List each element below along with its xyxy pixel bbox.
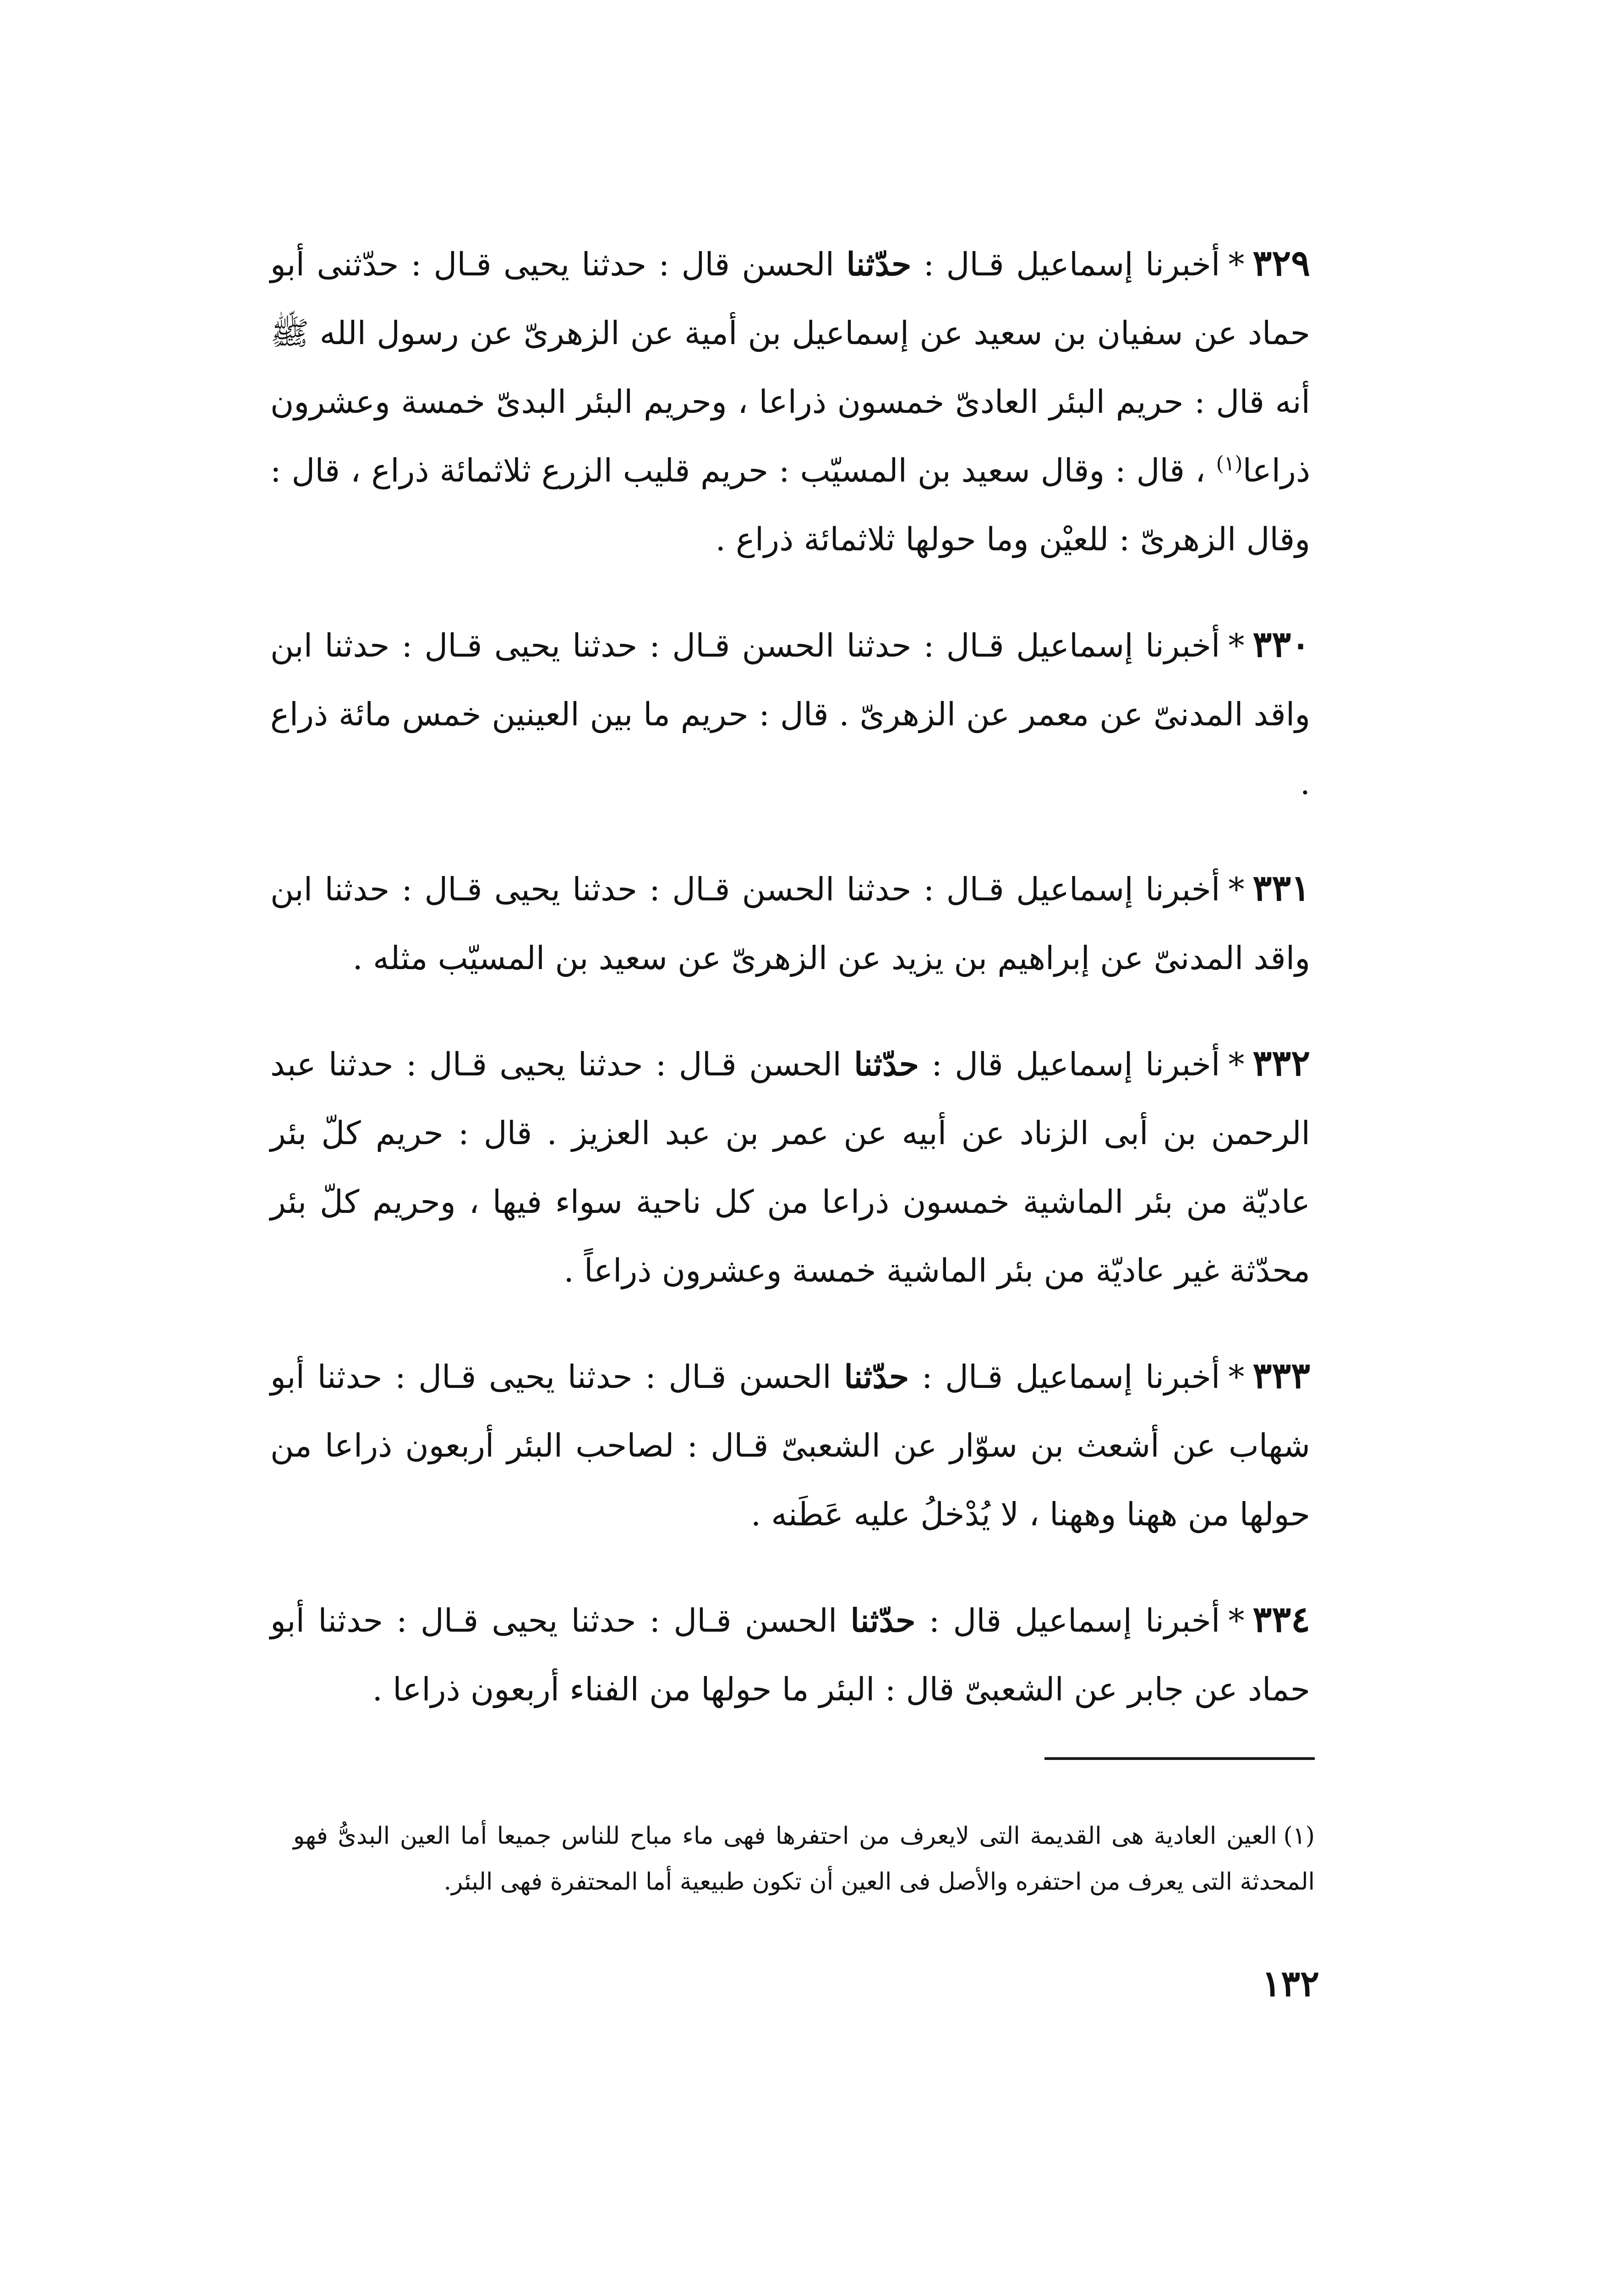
hadith-331: [270, 854, 1310, 992]
footnote-text: العين العادية هى القديمة التى لايعرف من احتفرها فهى ماء مباح للناس جميعا أما العين البدىُّ فهو المحدثة التى يعرف من احتفره والأصل فى العين أن تكون طبيعية أما المحتفرة فهى البئر.: [293, 1822, 1315, 1896]
main-text: [270, 229, 1310, 1760]
hadith-number: ٣٢٩: [1252, 242, 1310, 284]
hadith-text: أخبرنا إسماعيل قال :: [915, 1602, 1220, 1639]
hadith-text: الحسن قال : حدثنا يحيى قـال : حدّثنى أبو حماد عن سفيان بن سعيد عن إسماعيل بن أمية عن الزهرىّ عن رسول الله ﷺ أنه قال : حريم البئر العادىّ خمسون ذراعا ، وحريم البئر البدىّ خمسة وعشرون ذراعا: [270, 246, 1310, 489]
hadith-separator: *: [1228, 1602, 1245, 1639]
hadith-text: أخبرنا إسماعيل قـال : حدثنا الحسن قـال : حدثنا يحيى قـال : حدثنا ابن واقد المدنىّ عن معمر عن الزهرىّ . قال : حريم ما بين العينين خمس مائة ذراع .: [270, 627, 1310, 802]
hadith-text: الحسن قـال : حدثنا يحيى قـال : حدثنا أبو حماد عن جابر عن الشعبىّ قال : البئر ما حولها من الفناء أربعون ذراعا .: [270, 1602, 1310, 1708]
hadith-332: [270, 1029, 1310, 1305]
hadith-emphasis: حدّثنا: [854, 1045, 919, 1083]
footnote-reference: (١): [1216, 452, 1243, 476]
hadith-separator: *: [1228, 1046, 1245, 1083]
hadith-separator: *: [1228, 246, 1245, 283]
hadith-330: [270, 610, 1310, 817]
hadith-text: أخبرنا إسماعيل قال :: [919, 1046, 1220, 1083]
hadith-separator: *: [1228, 1358, 1245, 1396]
footnote-marker: (١): [1283, 1822, 1315, 1850]
hadith-text: أخبرنا إسماعيل قـال : حدثنا الحسن قـال : حدثنا يحيى قـال : حدثنا ابن واقد المدنىّ عن إبراهيم بن يزيد عن الزهرىّ عن سعيد بن المسيّب مثله .: [270, 871, 1310, 977]
hadith-separator: *: [1228, 627, 1245, 664]
hadith-text: الحسن قـال : حدثنا يحيى قـال : حدثنا أبو شهاب عن أشعث بن سوّار عن الشعبىّ قـال : لصاحب البئر أربعون ذراعا من حولها من ههنا وههنا ، لا يُدْخلُ عليه عَطَنه .: [270, 1358, 1310, 1533]
hadith-text: أخبرنا إسماعيل قـال :: [911, 246, 1220, 283]
footnote-divider: [1044, 1757, 1315, 1760]
hadith-number: ٣٣١: [1252, 867, 1310, 909]
page-number: ١٣٢: [1262, 1963, 1319, 2005]
hadith-text: أخبرنا إسماعيل قـال :: [909, 1358, 1220, 1396]
hadith-emphasis: حدّثنا: [850, 1601, 916, 1639]
hadith-text: ، قال : وقال سعيد بن المسيّب : حريم قليب الزرع ثلاثمائة ذراع ، قال : وقال الزهرىّ : للعيْن وما حولها ثلاثمائة ذراع .: [270, 452, 1310, 558]
hadith-number: ٣٣٣: [1252, 1355, 1310, 1397]
hadith-emphasis: حدّثنا: [844, 1358, 909, 1396]
hadith-333: [270, 1342, 1310, 1549]
hadith-329: [270, 229, 1310, 574]
hadith-text: الحسن قـال : حدثنا يحيى قـال : حدثنا عبد الرحمن بن أبى الزناد عن أبيه عن عمر بن عبد العزيز . قال : حريم كلّ بئر عاديّة من بئر الماشية خمسون ذراعا من كل ناحية سواء فيها ، وحريم كلّ بئر محدّثة غير عاديّة من بئر الماشية خمسة وعشرون ذراعاً .: [270, 1046, 1310, 1289]
hadith-separator: *: [1228, 871, 1245, 908]
hadith-number: ٣٣٤: [1252, 1599, 1310, 1640]
hadith-number: ٣٣٢: [1252, 1042, 1310, 1084]
footnote: [293, 1813, 1315, 1905]
hadith-number: ٣٣٠: [1252, 624, 1310, 665]
hadith-334: [270, 1585, 1310, 1724]
hadith-emphasis: حدّثنا: [846, 245, 912, 283]
